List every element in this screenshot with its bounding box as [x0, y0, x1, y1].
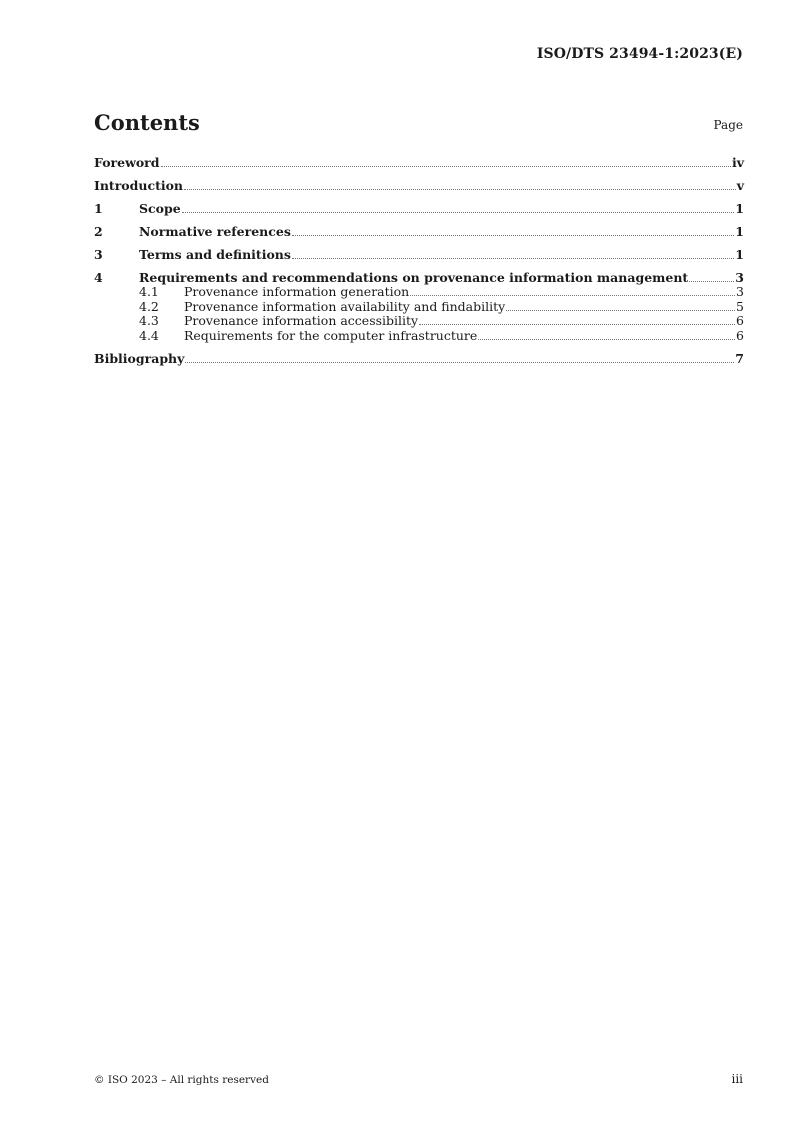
- toc-dot-leader: [478, 339, 735, 340]
- toc-entry-page: 7: [735, 351, 744, 366]
- toc-entry-number: 3: [94, 247, 103, 262]
- toc-entry-title: Provenance information accessibility: [184, 313, 419, 328]
- toc-dot-leader: [292, 258, 734, 259]
- toc-entry-page: 1: [735, 224, 744, 239]
- toc-entry[interactable]: [94, 178, 744, 193]
- toc-entry-number: 2: [94, 224, 103, 239]
- toc-entry-title: Foreword: [94, 155, 160, 170]
- toc-entry-number: 1: [94, 201, 103, 216]
- toc-entry-number: 4.1: [139, 284, 159, 299]
- toc-entry-page: 5: [736, 298, 744, 314]
- toc-entry-title: Provenance information availability and findability: [184, 298, 506, 314]
- toc-dot-leader: [689, 281, 734, 282]
- toc-dot-leader: [185, 362, 734, 363]
- page-column-label: Page: [713, 118, 743, 132]
- toc-entry[interactable]: [94, 329, 744, 344]
- toc-entry-title: Bibliography: [94, 351, 185, 366]
- toc-entry[interactable]: [94, 224, 744, 239]
- toc-entry-page: 3: [735, 270, 744, 285]
- toc-entry-page: 6: [736, 327, 744, 343]
- toc-dot-leader: [184, 189, 736, 190]
- toc-entry-number: 4: [94, 270, 103, 285]
- toc-dot-leader: [419, 324, 735, 325]
- toc-entry-number: 4.4: [139, 327, 159, 343]
- toc-entry[interactable]: [94, 314, 744, 329]
- toc-entry-page: 6: [736, 313, 744, 328]
- toc-entry-number: 4.3: [139, 313, 159, 328]
- toc-dot-leader: [292, 235, 734, 236]
- toc-entry-title: Provenance information generation: [184, 284, 410, 299]
- toc-entry-title: Requirements and recommendations on provenance information management: [139, 270, 689, 285]
- toc-entry-page: iv: [731, 155, 744, 170]
- toc-entry-title: Requirements for the computer infrastructure: [184, 327, 478, 343]
- toc-entry[interactable]: [94, 270, 744, 285]
- toc-dot-leader: [506, 310, 735, 311]
- document-identifier: ISO/DTS 23494-1:2023(E): [536, 46, 743, 62]
- page-title: Contents: [94, 110, 200, 135]
- toc-entry[interactable]: [94, 201, 744, 216]
- toc-entry-page: 1: [735, 247, 744, 262]
- page-number: iii: [731, 1072, 743, 1086]
- toc-entry-title: Normative references: [139, 224, 291, 239]
- toc-dot-leader: [410, 295, 735, 296]
- toc-entry-page: v: [736, 178, 744, 193]
- toc-entry[interactable]: [94, 351, 744, 366]
- toc-entry-title: Introduction: [94, 178, 184, 193]
- toc-entry[interactable]: [94, 247, 744, 262]
- toc-entry[interactable]: [94, 155, 744, 170]
- table-of-contents: [94, 155, 744, 366]
- toc-entry-page: 1: [735, 201, 744, 216]
- copyright-notice: © ISO 2023 – All rights reserved: [94, 1074, 269, 1086]
- toc-dot-leader: [161, 166, 731, 167]
- toc-entry-number: 4.2: [139, 298, 159, 314]
- toc-entry-title: Terms and definitions: [139, 247, 291, 262]
- toc-entry[interactable]: [94, 285, 744, 300]
- toc-entry-page: 3: [736, 284, 744, 299]
- toc-entry[interactable]: [94, 300, 744, 315]
- toc-dot-leader: [182, 212, 735, 213]
- toc-entry-title: Scope: [139, 201, 181, 216]
